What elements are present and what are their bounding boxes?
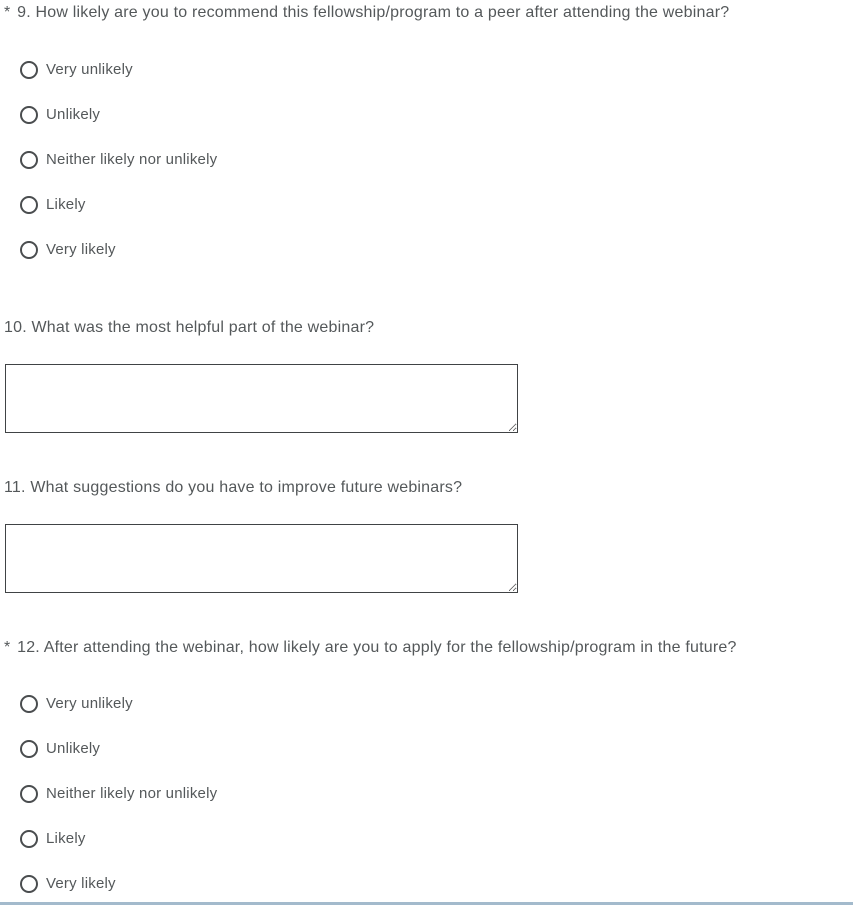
radio-option-q12-very-unlikely[interactable] xyxy=(20,681,853,726)
question-12-options xyxy=(4,681,853,906)
radio-option-q12-unlikely[interactable] xyxy=(20,726,853,771)
question-9-options xyxy=(4,47,853,272)
question-11-text: What suggestions do you have to improve future webinars? xyxy=(30,479,463,496)
question-9 xyxy=(4,3,853,272)
question-10 xyxy=(4,318,853,433)
question-11-answer-textarea[interactable] xyxy=(5,524,518,593)
radio-option-label: Very unlikely xyxy=(46,61,133,78)
radio-option-q9-very-likely[interactable] xyxy=(20,227,853,272)
page-bottom-divider xyxy=(0,902,853,905)
radio-option-q9-unlikely[interactable] xyxy=(20,92,853,137)
question-12 xyxy=(4,638,853,906)
radio-button-icon[interactable] xyxy=(20,106,38,124)
question-9-text: How likely are you to recommend this fellowship/program to a peer after attending the webinar? xyxy=(35,4,730,21)
radio-button-icon[interactable] xyxy=(20,785,38,803)
question-10-title xyxy=(4,318,853,338)
radio-option-q12-very-likely[interactable] xyxy=(20,861,853,906)
question-12-text: After attending the webinar, how likely are you to apply for the fellowship/program in the future? xyxy=(43,639,737,656)
radio-option-q9-very-unlikely[interactable] xyxy=(20,47,853,92)
radio-option-q9-likely[interactable] xyxy=(20,182,853,227)
radio-button-icon[interactable] xyxy=(20,61,38,79)
question-11-number: 11. xyxy=(4,479,26,496)
radio-button-icon[interactable] xyxy=(20,695,38,713)
radio-button-icon[interactable] xyxy=(20,740,38,758)
radio-option-label: Unlikely xyxy=(46,740,101,757)
radio-button-icon[interactable] xyxy=(20,875,38,893)
radio-option-label: Very likely xyxy=(46,241,116,258)
radio-option-label: Likely xyxy=(46,196,86,213)
question-11-title xyxy=(4,478,853,498)
radio-option-label: Likely xyxy=(46,830,86,847)
radio-option-label: Neither likely nor unlikely xyxy=(46,785,218,802)
required-asterisk: * xyxy=(4,4,11,21)
radio-option-label: Neither likely nor unlikely xyxy=(46,151,218,168)
required-asterisk: * xyxy=(4,639,11,656)
radio-option-label: Very unlikely xyxy=(46,695,133,712)
radio-option-q9-neither[interactable] xyxy=(20,137,853,182)
question-10-answer-textarea[interactable] xyxy=(5,364,518,433)
radio-button-icon[interactable] xyxy=(20,151,38,169)
radio-option-q12-neither[interactable] xyxy=(20,771,853,816)
question-9-title xyxy=(4,3,853,23)
question-10-text: What was the most helpful part of the webinar? xyxy=(31,319,375,336)
question-11 xyxy=(4,478,853,593)
question-9-number: 9. xyxy=(17,4,31,21)
radio-option-label: Very likely xyxy=(46,875,116,892)
question-12-title xyxy=(4,638,853,658)
radio-button-icon[interactable] xyxy=(20,196,38,214)
question-10-number: 10. xyxy=(4,319,27,336)
question-12-number: 12. xyxy=(17,639,40,656)
radio-button-icon[interactable] xyxy=(20,241,38,259)
radio-option-q12-likely[interactable] xyxy=(20,816,853,861)
radio-button-icon[interactable] xyxy=(20,830,38,848)
radio-option-label: Unlikely xyxy=(46,106,101,123)
